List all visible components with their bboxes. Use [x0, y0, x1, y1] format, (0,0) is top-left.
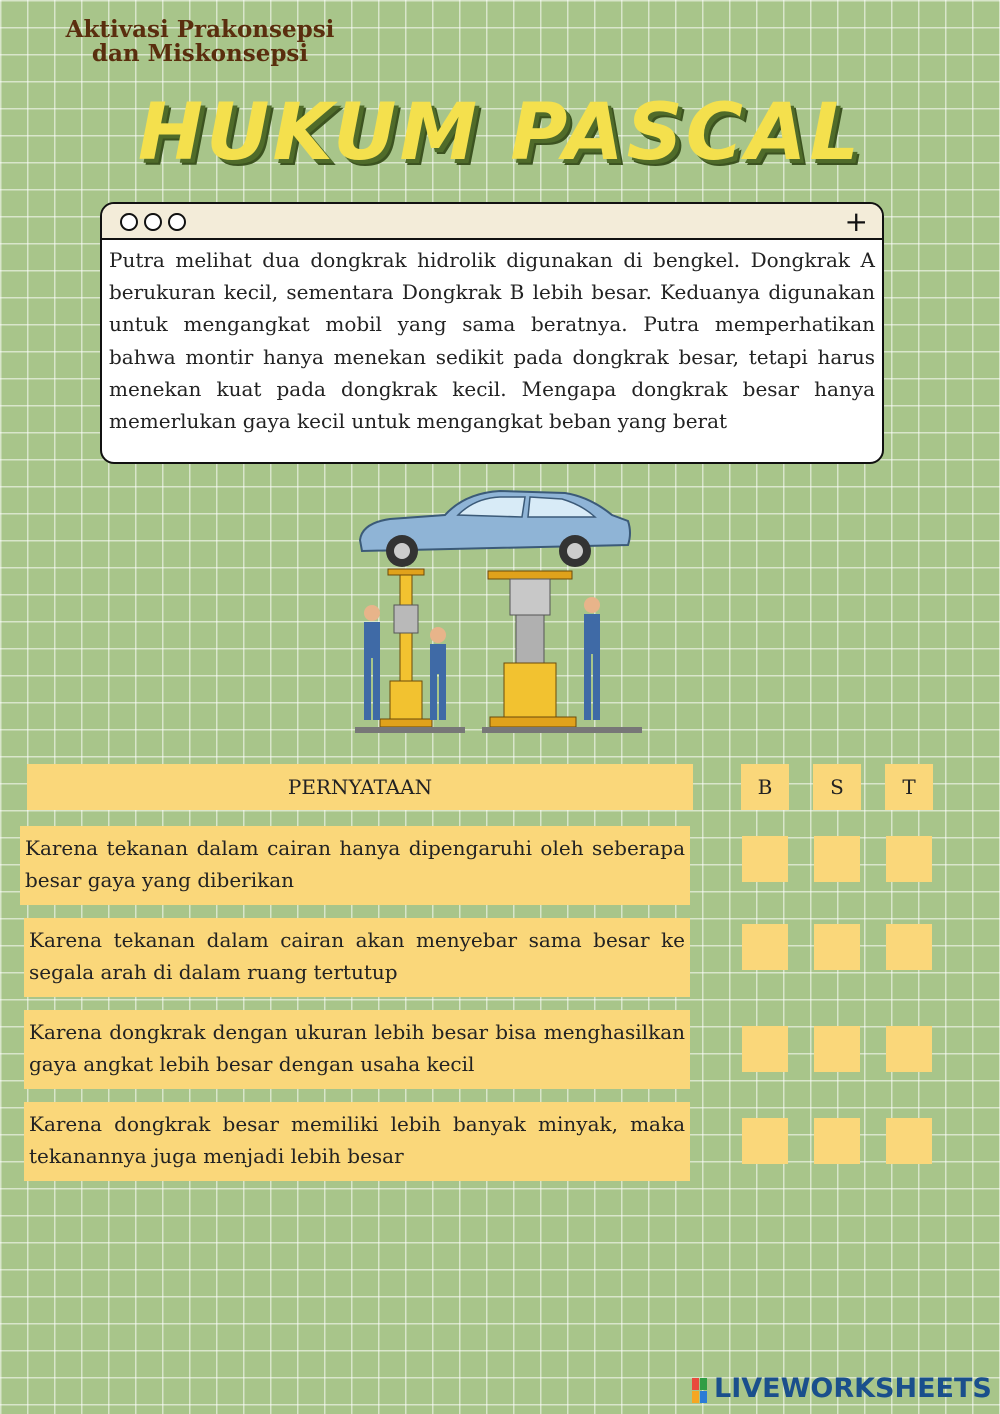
- answer-box-2-s[interactable]: [814, 924, 860, 970]
- plus-icon[interactable]: +: [844, 205, 868, 238]
- subtitle-line-2: dan Miskonsepsi: [91, 40, 309, 67]
- answer-box-4-b[interactable]: [742, 1118, 788, 1164]
- answer-box-1-b[interactable]: [742, 836, 788, 882]
- liveworksheets-brand[interactable]: LIVEWORKSHEETS: [714, 1373, 992, 1404]
- answer-box-2-b[interactable]: [742, 924, 788, 970]
- window-dot-icon: [144, 213, 162, 231]
- hydraulic-jacks-car-illustration: [350, 485, 650, 747]
- column-header-s: S: [813, 764, 861, 810]
- floor-shadow: [482, 727, 642, 733]
- window-dot-icon: [168, 213, 186, 231]
- mechanic-icon: [364, 605, 380, 720]
- column-header-t: T: [885, 764, 933, 810]
- window-dot-icon: [120, 213, 138, 231]
- card-title-bar: [102, 204, 882, 240]
- answer-box-3-b[interactable]: [742, 1026, 788, 1072]
- page-title: HUKUM PASCAL: [137, 88, 863, 178]
- statement-4: Karena dongkrak besar memiliki lebih banyak minyak, maka tekanannya juga menjadi lebih besar: [24, 1102, 690, 1181]
- large-jack-icon: [488, 571, 576, 727]
- answer-box-4-s[interactable]: [814, 1118, 860, 1164]
- story-text: Putra melihat dua dongkrak hidrolik digunakan di bengkel. Dongkrak A berukuran kecil, sementara Dongkrak B lebih besar. Keduanya digunakan untuk mengangkat mobil yang sama beratnya. Putra memperhatikan bahwa montir hanya menekan sedikit pada dongkrak besar, tetapi harus menekan kuat pada dongkrak kecil. Mengapa dongkrak besar hanya memerlukan gaya kecil untuk mengangkat beban yang berat: [109, 248, 875, 434]
- answer-box-4-t[interactable]: [886, 1118, 932, 1164]
- subtitle-line-1: Aktivasi Prakonsepsi: [65, 16, 335, 43]
- car-icon: [360, 491, 630, 567]
- mechanic-icon: [430, 627, 446, 720]
- subtitle: [50, 18, 350, 66]
- column-header-b: B: [741, 764, 789, 810]
- answer-box-1-t[interactable]: [886, 836, 932, 882]
- story-card: [100, 202, 884, 464]
- answer-box-3-s[interactable]: [814, 1026, 860, 1072]
- mechanic-icon: [584, 597, 600, 720]
- answer-box-1-s[interactable]: [814, 836, 860, 882]
- floor-shadow: [355, 727, 465, 733]
- statement-header: PERNYATAAN: [27, 764, 693, 810]
- small-jack-icon: [380, 569, 432, 727]
- statement-1: Karena tekanan dalam cairan hanya dipengaruhi oleh seberapa besar gaya yang diberikan: [20, 826, 690, 905]
- answer-box-2-t[interactable]: [886, 924, 932, 970]
- liveworksheets-logo-icon: [692, 1378, 708, 1404]
- statement-3: Karena dongkrak dengan ukuran lebih besar bisa menghasilkan gaya angkat lebih besar dengan usaha kecil: [24, 1010, 690, 1089]
- answer-box-3-t[interactable]: [886, 1026, 932, 1072]
- statement-2: Karena tekanan dalam cairan akan menyebar sama besar ke segala arah di dalam ruang tertutup: [24, 918, 690, 997]
